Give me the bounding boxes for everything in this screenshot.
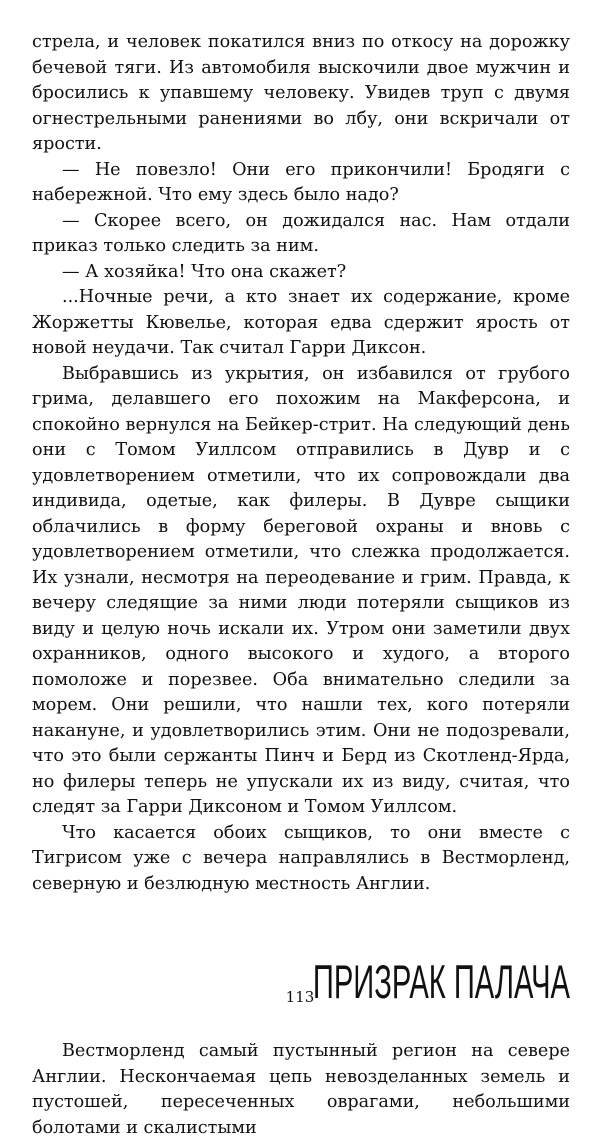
chapter-title: ПРИЗРАК ПАЛАЧА — [312, 955, 570, 1008]
dialogue-line: — А хозяйка! Что она скажет? — [62, 261, 347, 282]
paragraph: Что касается обоих сыщиков, то они вместе с Тигрисом уже с вечера направлялись в Вестморленд, северную и безлюдную местность Англии. — [32, 822, 570, 894]
page-number: 113 — [285, 988, 315, 1006]
paragraph-continuation: стрела, и человек покатился вниз по откосу на дорожку бечевой тяги. Из автомобиля выскочили двое мужчин и бросились к упавшему человеку. Увидев труп с двумя огнестрельными ранениями во лбу, они вскричали от ярости. — [32, 32, 570, 154]
paragraph: Вестморленд самый пустынный регион на севере Англии. Нескончаемая цепь невозделанных земель и пустошей, пересеченных оврагами, небольшими болотами и скалистыми — [32, 1041, 570, 1138]
dialogue-line: — Скорее всего, он дожидался нас. Нам отдали приказ только следить за ним. — [32, 210, 570, 256]
paragraph: ...Ночные речи, а кто знает их содержание, кроме Жоржетты Кювелье, которая едва сдержит ярость от новой неудачи. Так считал Гарри Диксон. — [32, 287, 570, 358]
book-page — [32, 30, 570, 1141]
paragraph: Выбравшись из укрытия, он избавился от грубого грима, делавшего его похожим на Макферсона, и спокойно вернулся на Бейкер-стрит. На следующий день они с Томом Уиллсом отправились в Дувр и с удовлетворением отметили, что их сопровождали два индивида, одетые, как филеры. В Дувре сыщики облачились в форму береговой охраны и вновь с удовлетворением отметили, что слежка продолжается. Их узнали, несмотря на переодевание и грим. Правда, к вечеру следящие за ними люди потеряли сыщиков из виду и целую ночь искали их. Утром они заметили двух охранников, одного высокого и худого, а второго помоложе и порезвее. Оба внимательно следили за морем. Они решили, что нашли тех, кого потеряли накануне, и удовлетворились этим. Они не подозревали, что это были сержанты Пинч и Берд из Скотленд-Ярда, но филеры теперь не упускали их из виду, считая, что следят за Гарри Диксоном и Томом Уиллсом. — [32, 363, 570, 817]
dialogue-line: — Не повезло! Они его прикончили! Бродяги с набережной. Что ему здесь было надо? — [32, 159, 570, 205]
